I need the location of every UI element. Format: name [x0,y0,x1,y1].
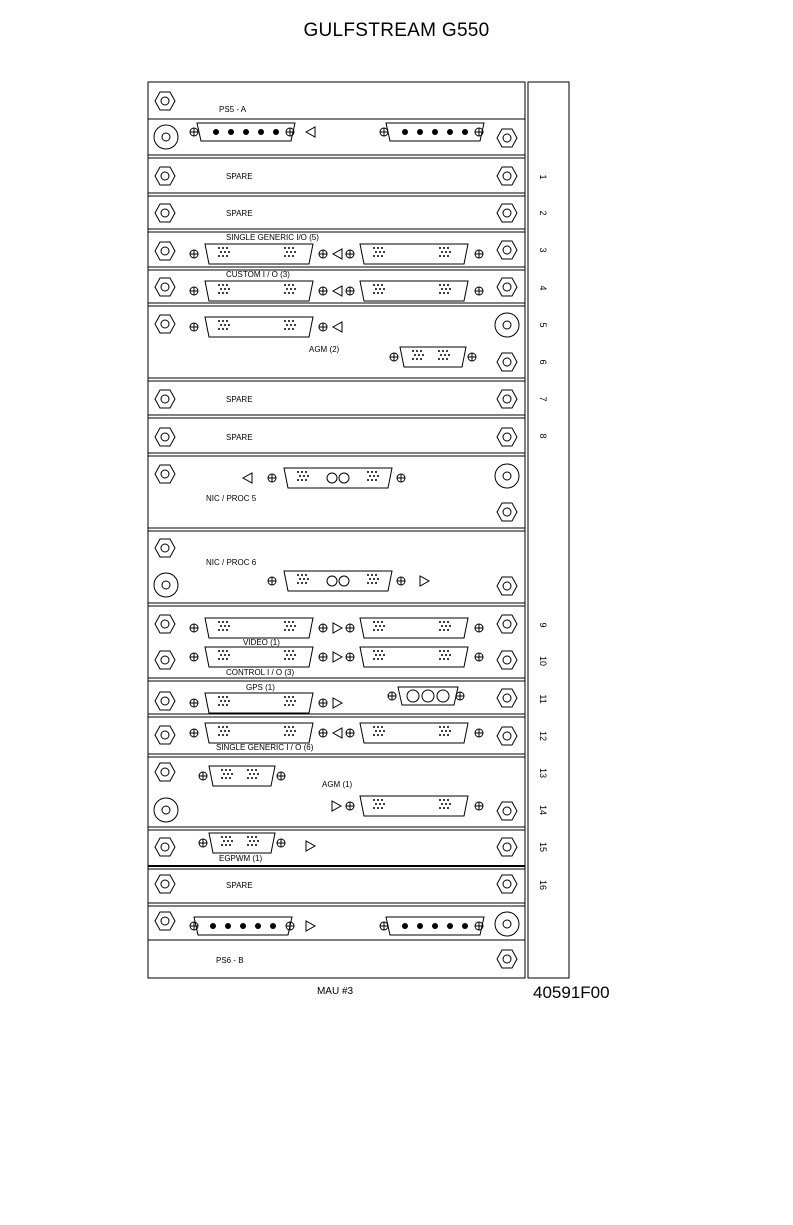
hex-nut-icon [155,242,175,260]
arrow-left-icon [306,127,315,137]
hex-nut-icon [155,615,175,633]
hex-nut-icon [497,428,517,446]
gps-connector-icon [398,687,458,705]
module-label-spare-1: SPARE [226,172,253,181]
slot-number-9: 9 [538,622,548,628]
screw-icon [475,729,483,737]
screw-icon [475,287,483,295]
connector-icon [205,618,313,638]
arrow-right-icon [333,623,342,633]
module-label-video: VIDEO (1) [243,638,280,647]
hex-nut-icon [155,204,175,222]
module-spare-7 [155,390,517,408]
screw-icon [190,653,198,661]
fastener-icon [154,798,178,822]
connector-icon [400,347,466,367]
hex-nut-icon [155,838,175,856]
slot-number-16: 16 [538,879,548,891]
screw-icon [346,653,354,661]
hex-nut-icon [497,802,517,820]
arrow-right-icon [333,652,342,662]
hex-nut-icon [155,875,175,893]
slot-number-10: 10 [538,655,548,667]
page-title: GULFSTREAM G550 [303,20,490,41]
module-spare-1 [155,167,517,185]
module-ps5-a [154,92,517,149]
screw-icon [190,250,198,258]
screw-icon [475,250,483,258]
screw-icon [397,474,405,482]
module-label-ps5-a: PS5 - A [219,105,247,114]
hex-nut-icon [155,539,175,557]
screw-icon [268,474,276,482]
fastener-icon [495,464,519,488]
connector-icon [284,571,392,591]
module-label-gps: GPS (1) [246,683,275,692]
screw-icon [346,802,354,810]
connector-icon [360,281,468,301]
screw-icon [346,250,354,258]
fastener-icon [154,573,178,597]
hex-nut-icon [155,278,175,296]
module-spare-16 [155,875,517,893]
slot-number-8: 8 [538,433,548,439]
module-label-egpwm: EGPWM (1) [219,854,263,863]
hex-nut-icon [497,689,517,707]
hex-nut-icon [497,353,517,371]
screw-icon [475,624,483,632]
screw-icon [319,323,327,331]
hex-nut-icon [497,838,517,856]
screw-icon [277,839,285,847]
hex-nut-icon [497,390,517,408]
hex-nut-icon [497,503,517,521]
hex-nut-icon [155,428,175,446]
screw-icon [190,699,198,707]
module-label-agm-2: AGM (2) [309,345,340,354]
module-label-sgio-5: SINGLE GENERIC I/O (5) [226,233,319,242]
screw-icon [380,128,388,136]
arrow-right-icon [333,698,342,708]
connector-icon [205,693,313,713]
module-label-spare-2: SPARE [226,209,253,218]
hex-nut-icon [155,92,175,110]
module-label-agm-1: AGM (1) [322,780,353,789]
screw-icon [190,729,198,737]
slot-number-1: 1 [538,174,548,180]
rack-frame [148,82,525,978]
fastener-icon [495,912,519,936]
hex-nut-icon [497,241,517,259]
slot-number-14: 14 [538,804,548,816]
connector-icon [360,796,468,816]
hex-nut-icon [497,615,517,633]
module-spare-8 [155,428,517,446]
screw-icon [475,802,483,810]
hex-nut-icon [497,651,517,669]
slot-number-5: 5 [538,322,548,328]
figure-id: 40591F00 [533,983,610,1002]
hex-nut-icon [497,278,517,296]
connector-icon [209,766,275,786]
module-gps [155,683,517,713]
screw-icon [346,287,354,295]
module-custom-io-3 [155,270,517,301]
module-video-control-io [155,615,517,677]
module-label-ps6-b: PS6 - B [216,956,244,965]
module-label-sgio-6: SINGLE GENERIC I / O (6) [216,743,314,752]
slot-number-13: 13 [538,767,548,779]
hex-nut-icon [497,875,517,893]
screw-icon [268,577,276,585]
connector-icon [209,833,275,853]
arrow-left-icon [333,286,342,296]
connector-icon [360,723,468,743]
screw-icon [390,353,398,361]
arrow-right-icon [306,841,315,851]
power-connector-icon [386,917,484,935]
screw-icon [468,353,476,361]
screw-icon [346,729,354,737]
hex-nut-icon [497,950,517,968]
arrow-right-icon [306,921,315,931]
screw-icon [397,577,405,585]
module-label-custom-io: CUSTOM I / O (3) [226,270,290,279]
hex-nut-icon [497,204,517,222]
connector-icon [205,244,313,264]
module-egpwm [155,833,517,863]
module-spare-2 [155,204,517,222]
hex-nut-icon [155,390,175,408]
hex-nut-icon [155,651,175,669]
module-label-nic-proc-5: NIC / PROC 5 [206,494,257,503]
screw-icon [319,287,327,295]
screw-icon [475,922,483,930]
arrow-left-icon [333,728,342,738]
slot-number-2: 2 [538,210,548,216]
hex-nut-icon [155,763,175,781]
module-separators [148,119,525,940]
module-single-generic-io-5 [155,233,517,264]
slot-number-6: 6 [538,359,548,365]
hex-nut-icon [497,167,517,185]
screw-icon [319,699,327,707]
connector-icon [205,723,313,743]
screw-icon [190,287,198,295]
screw-icon [199,839,207,847]
arrow-right-icon [332,801,341,811]
screw-icon [319,729,327,737]
connector-icon [360,618,468,638]
screw-icon [190,323,198,331]
hex-nut-icon [155,465,175,483]
slot-number-7: 7 [538,396,548,402]
slot-number-15: 15 [538,841,548,853]
screw-icon [190,128,198,136]
connector-icon [205,647,313,667]
hex-nut-icon [155,912,175,930]
fastener-icon [154,125,178,149]
screw-icon [286,128,294,136]
module-label-nic-proc-6: NIC / PROC 6 [206,558,257,567]
module-label-control-io: CONTROL I / O (3) [226,668,295,677]
screw-icon [380,922,388,930]
hex-nut-icon [155,692,175,710]
module-label-spare-8: SPARE [226,433,253,442]
hex-nut-icon [497,727,517,745]
hex-nut-icon [155,726,175,744]
screw-icon [277,772,285,780]
hex-nut-icon [155,315,175,333]
screw-icon [346,624,354,632]
screw-icon [199,772,207,780]
arrow-left-icon [243,473,252,483]
screw-icon [319,250,327,258]
module-agm-2 [155,313,519,371]
module-label-spare-7: SPARE [226,395,253,404]
slot-number-11: 11 [538,694,548,704]
module-single-generic-io-6 [155,723,517,752]
connector-icon [205,281,313,301]
connector-icon [284,468,392,488]
arrow-left-icon [333,249,342,259]
screw-icon [456,692,464,700]
power-connector-icon [194,917,292,935]
hex-nut-icon [155,167,175,185]
slot-numbers [538,174,548,890]
slot-number-12: 12 [538,730,548,742]
connector-icon [360,244,468,264]
screw-icon [475,653,483,661]
screw-icon [388,692,396,700]
hex-nut-icon [497,129,517,147]
connector-icon [205,317,313,337]
module-nic-proc-6 [154,539,517,597]
arrow-left-icon [333,322,342,332]
hex-nut-icon [497,577,517,595]
power-connector-icon [197,123,295,141]
screw-icon [475,128,483,136]
module-nic-proc-5 [155,464,519,521]
screw-icon [286,922,294,930]
screw-icon [190,624,198,632]
slot-number-3: 3 [538,247,548,253]
fastener-icon [495,313,519,337]
connector-icon [360,647,468,667]
power-connector-icon [386,123,484,141]
module-agm-1 [154,763,517,822]
screw-icon [319,653,327,661]
module-label-spare-16: SPARE [226,881,253,890]
diagram-caption: MAU #3 [316,986,354,997]
slot-number-4: 4 [538,285,548,291]
screw-icon [319,624,327,632]
arrow-right-icon [420,576,429,586]
